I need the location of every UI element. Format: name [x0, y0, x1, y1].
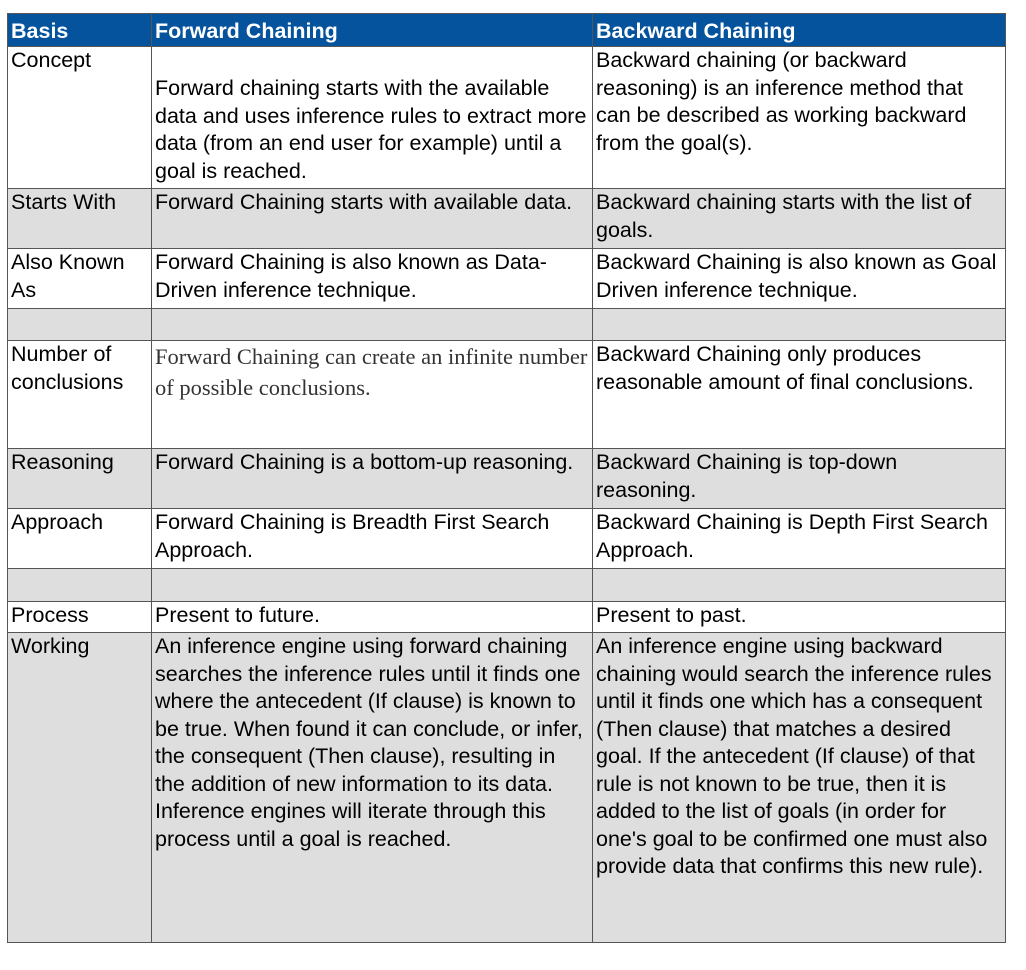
basis-cell: Approach: [8, 509, 152, 569]
table-row-empty: [8, 569, 1006, 602]
comparison-table: [7, 13, 1006, 943]
basis-cell: Reasoning: [8, 449, 152, 509]
backward-cell: [593, 309, 1006, 341]
backward-cell: Backward Chaining is Depth First Search Approach.: [593, 509, 1006, 569]
forward-cell: Forward Chaining can create an infinite number of possible conclusions.: [152, 341, 593, 449]
header-row: [8, 14, 1006, 47]
forward-cell: Forward chaining starts with the available data and uses inference rules to extract more data (from an end user for example) until a goal is reached.: [152, 47, 593, 189]
header-backward-chaining: Backward Chaining: [593, 14, 1006, 47]
forward-cell: Forward Chaining starts with available data.: [152, 189, 593, 249]
forward-cell: An inference engine using forward chaining searches the inference rules until it finds one where the antecedent (If clause) is known to be true. When found it can conclude, or infer, the consequent (Then clause), resulting in the addition of new information to its data. Inference engines will iterate through this process until a goal is reached.: [152, 633, 593, 943]
table-row: [8, 602, 1006, 633]
basis-cell: [8, 309, 152, 341]
backward-cell: Backward Chaining only produces reasonable amount of final conclusions.: [593, 341, 1006, 449]
basis-cell: Also Known As: [8, 249, 152, 309]
table-row: [8, 633, 1006, 943]
basis-cell: Process: [8, 602, 152, 633]
forward-cell: Forward Chaining is also known as Data-Driven inference technique.: [152, 249, 593, 309]
table-row: [8, 249, 1006, 309]
backward-cell: Backward Chaining is also known as Goal Driven inference technique.: [593, 249, 1006, 309]
table-row: [8, 341, 1006, 449]
forward-cell: Forward Chaining is a bottom-up reasoning.: [152, 449, 593, 509]
table-row: [8, 449, 1006, 509]
table-row: [8, 509, 1006, 569]
table-row-empty: [8, 309, 1006, 341]
forward-cell: [152, 569, 593, 602]
table-row: [8, 47, 1006, 189]
backward-cell: An inference engine using backward chaining would search the inference rules until it finds one which has a consequent (Then clause) that matches a desired goal. If the antecedent (If clause) of that rule is not known to be true, then it is added to the list of goals (in order for one's goal to be confirmed one must also provide data that confirms this new rule).: [593, 633, 1006, 943]
basis-cell: Number of conclusions: [8, 341, 152, 449]
basis-cell: Working: [8, 633, 152, 943]
basis-cell: [8, 569, 152, 602]
backward-cell: Present to past.: [593, 602, 1006, 633]
backward-cell: [593, 569, 1006, 602]
table-row: [8, 189, 1006, 249]
basis-cell: Concept: [8, 47, 152, 189]
backward-cell: Backward chaining (or backward reasoning) is an inference method that can be described as working backward from the goal(s).: [593, 47, 1006, 189]
forward-cell: Present to future.: [152, 602, 593, 633]
header-forward-chaining: Forward Chaining: [152, 14, 593, 47]
basis-cell: Starts With: [8, 189, 152, 249]
forward-cell: Forward Chaining is Breadth First Search Approach.: [152, 509, 593, 569]
backward-cell: Backward chaining starts with the list of goals.: [593, 189, 1006, 249]
header-basis: Basis: [8, 14, 152, 47]
backward-cell: Backward Chaining is top-down reasoning.: [593, 449, 1006, 509]
forward-cell: [152, 309, 593, 341]
